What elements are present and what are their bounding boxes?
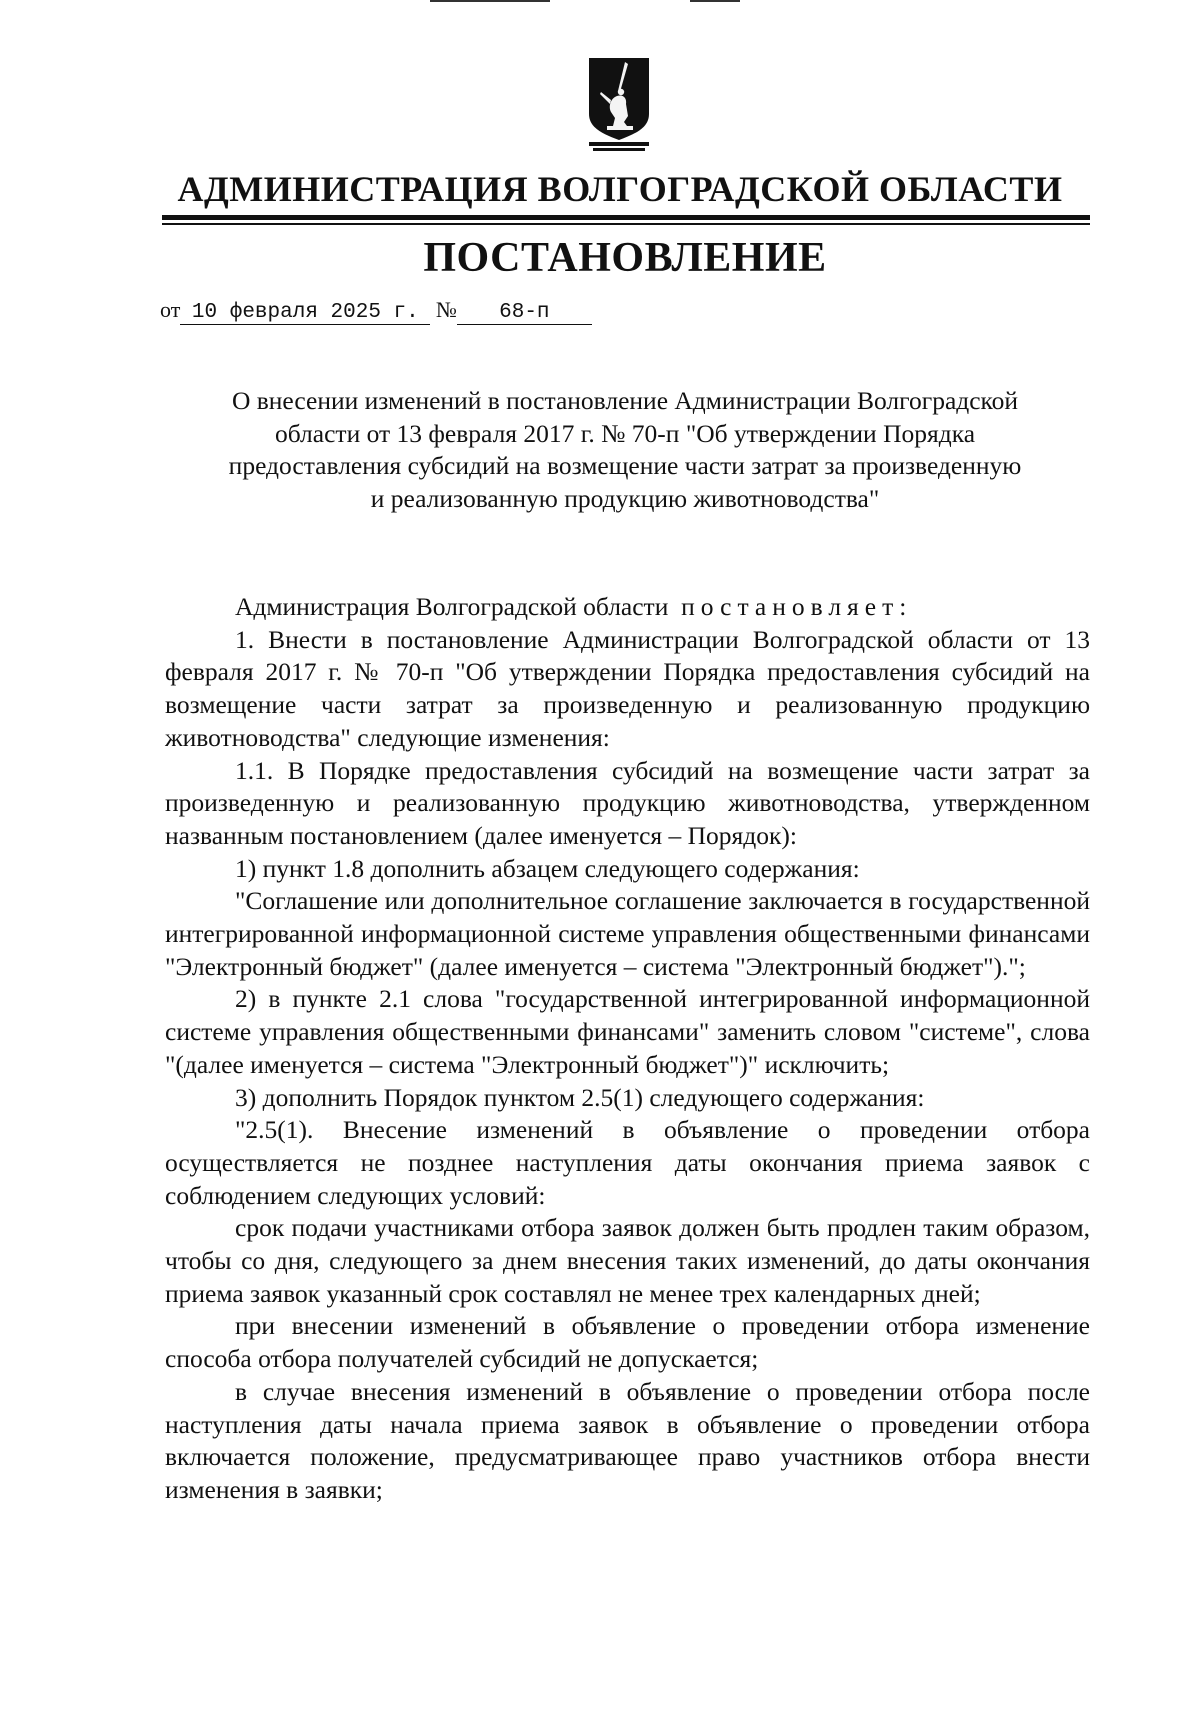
body-paragraph: "Соглашение или дополнительное соглашение заключается в государственной интегрированной информационной системе управления общественными финансами "Электронный бюджет" (далее именуется – система "Электронный бюджет")."; xyxy=(165,886,1090,981)
agency-name: АДМИНИСТРАЦИЯ ВОЛГОГРАДСКОЙ ОБЛАСТИ xyxy=(177,169,1063,209)
document-type: ПОСТАНОВЛЕНИЕ xyxy=(423,235,827,281)
title-line: области от 13 февраля 2017 г. № 70-п "Об утверждении Порядка xyxy=(274,418,976,448)
document-date: 10 февраля 2025 г. xyxy=(180,301,430,325)
body-paragraph: срок подачи участниками отбора заявок должен быть продлен таким образом, чтобы со дня, следующего за днем внесения таких изменений, до даты окончания приема заявок указанный срок составлял не менее трех календарных дней; xyxy=(165,1213,1090,1308)
body-paragraph: "2.5(1). Внесение изменений в объявление о проведении отбора осуществляется не позднее наступления даты окончания приема заявок с соблюдением следующих условий: xyxy=(165,1115,1090,1210)
body-paragraph: 1. Внести в постановление Администрации Волгоградской области от 13 февраля 2017 г. № 70-п "Об утверждении Порядка предоставления субсидий на возмещение части затрат за произведенную и реализованную продукцию животноводства" следующие изменения: xyxy=(165,624,1090,752)
title-line: и реализованную продукцию животноводства" xyxy=(370,483,880,513)
body-paragraph: 1.1. В Порядке предоставления субсидий на возмещение части затрат за произведенную и реализованную продукцию животноводства, утвержденном названным постановлением (далее именуется – Порядок): xyxy=(165,755,1090,850)
document-body xyxy=(165,591,1090,1507)
coat-of-arms-icon xyxy=(587,56,651,152)
body-paragraph: в случае внесения изменений в объявление о проведении отбора после наступления даты начала приема заявок в объявление о проведении отбора включается положение, предусматривающее право участников отбора внести изменения в заявки; xyxy=(165,1376,1090,1504)
header-rule-thin xyxy=(162,223,1090,225)
body-paragraph: 2) в пункте 2.1 слова "государственной интегрированной информационной системе управления общественными финансами" заменить словом "системе", слова "(далее именуется – система "Электронный бюджет")" исключить; xyxy=(165,984,1090,1079)
header-rule xyxy=(162,215,1090,220)
document-number: 68-п xyxy=(457,301,592,325)
body-paragraph: 1) пункт 1.8 дополнить абзацем следующего содержания: xyxy=(235,853,860,883)
date-line xyxy=(160,297,592,325)
date-prefix: от xyxy=(160,297,181,322)
number-prefix: № xyxy=(435,297,457,322)
preamble-verb: постановляет: xyxy=(681,592,913,621)
title-line: предоставления субсидий на возмещение части затрат за произведенную xyxy=(228,451,1022,480)
body-paragraph: при внесении изменений в объявление о проведении отбора изменение способа отбора получателей субсидий не допускается; xyxy=(165,1311,1090,1374)
body-paragraph: 3) дополнить Порядок пунктом 2.5(1) следующего содержания: xyxy=(235,1082,925,1112)
preamble-lead: Администрация Волгоградской области xyxy=(235,592,669,621)
document-title xyxy=(160,385,1090,515)
scan-edge-mark xyxy=(690,0,740,2)
scan-edge-mark xyxy=(430,0,550,2)
preamble xyxy=(165,591,1090,624)
title-line: О внесении изменений в постановление Администрации Волгоградской xyxy=(231,386,1019,415)
